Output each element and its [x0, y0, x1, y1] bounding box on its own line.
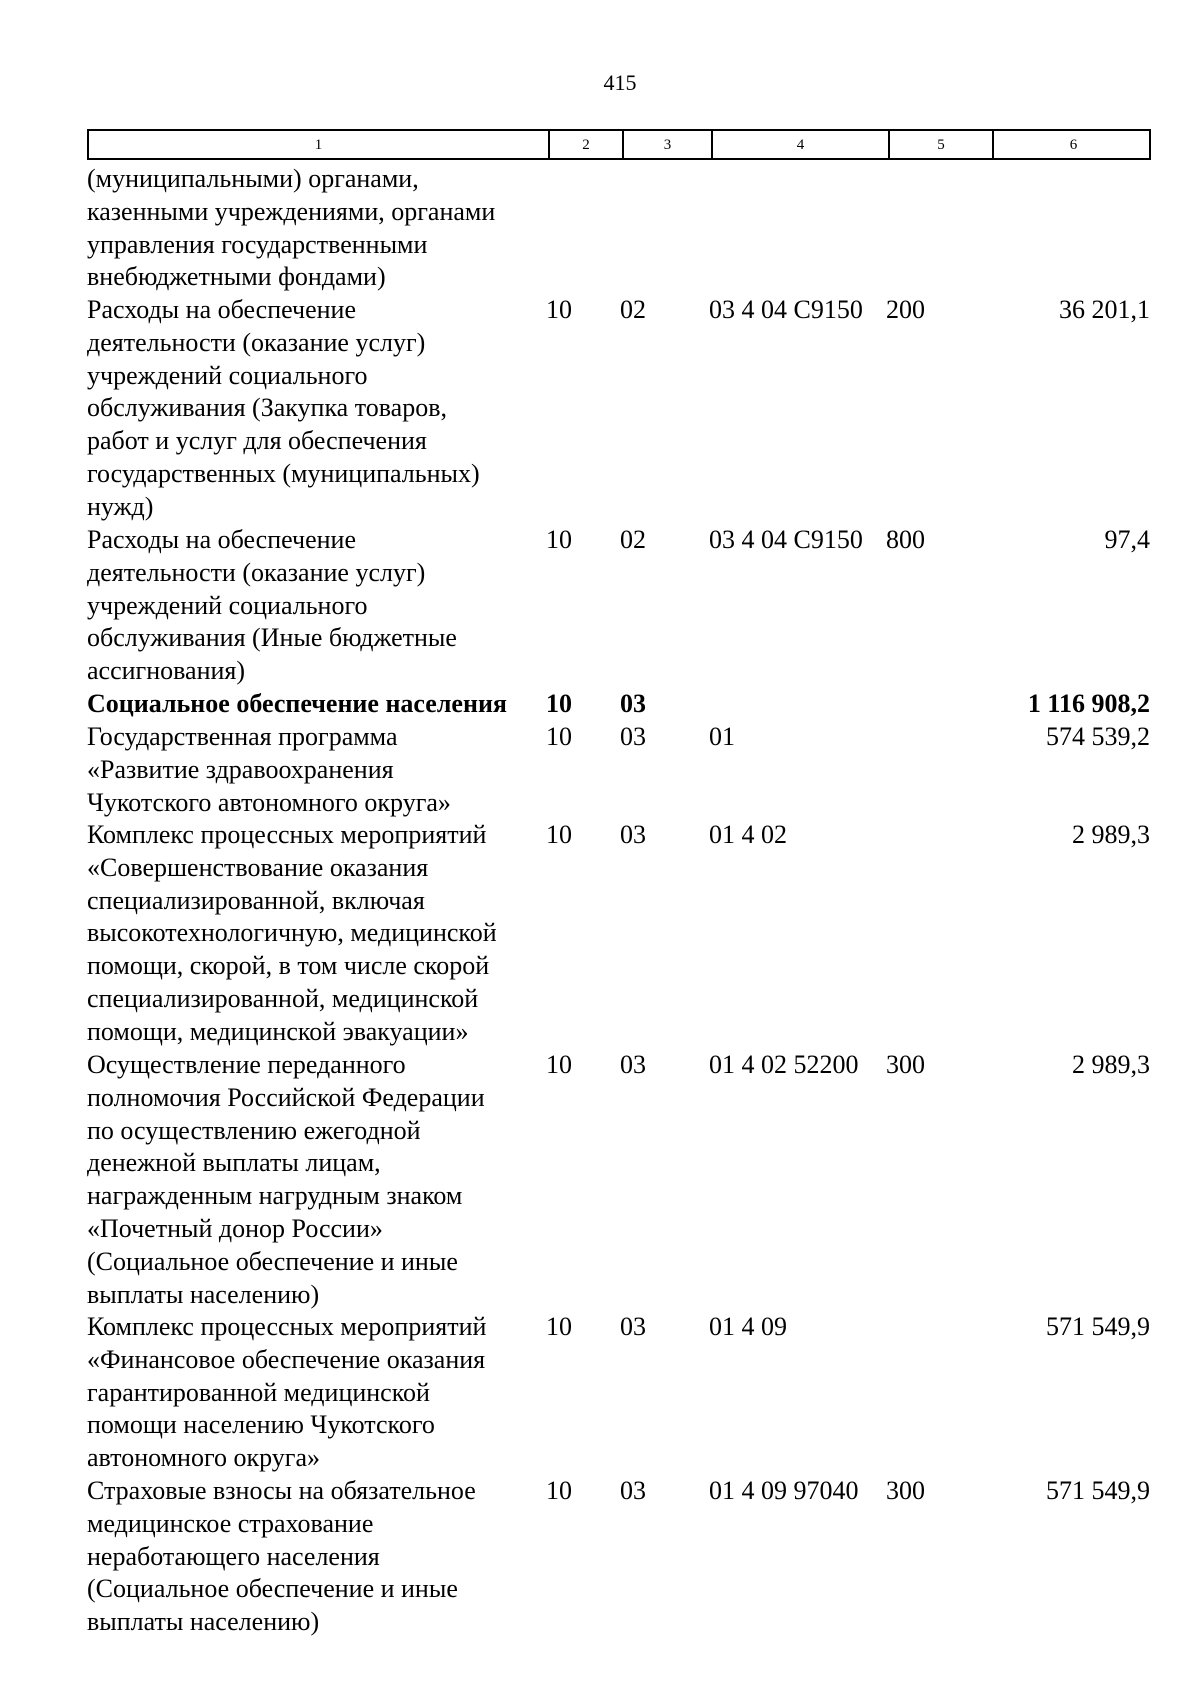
row-name: Комплекс процессных мероприятий «Финансовое обеспечение оказания гарантированной медицинской помощи населению Чукотского автономного округа» — [87, 1312, 487, 1473]
row-razdel: 10 — [546, 1050, 572, 1079]
row-podrazdel: 02 — [620, 295, 646, 324]
header-col-2: 2 — [548, 131, 622, 158]
row-target-code: 01 4 09 97040 — [709, 1476, 859, 1505]
row-target-code: 03 4 04 С9150 — [709, 295, 863, 324]
row-sum: 571 549,9 — [1046, 1312, 1150, 1341]
row-name: Государственная программа «Развитие здравоохранения Чукотского автономного округа» — [87, 722, 451, 817]
row-razdel: 10 — [546, 1312, 572, 1341]
row-name: Страховые взносы на обязательное медицинское страхование неработающего населения (Социальное обеспечение и иные выплаты населению) — [87, 1476, 476, 1637]
row-podrazdel: 03 — [620, 689, 646, 718]
row-name: Расходы на обеспечение деятельности (оказание услуг) учреждений социального обслуживания (Закупка товаров, работ и услуг для обеспечения государственных (муниципальных) нужд) — [87, 295, 480, 521]
header-col-3: 3 — [622, 131, 711, 158]
row-razdel: 10 — [546, 820, 572, 849]
row-podrazdel: 03 — [620, 1050, 646, 1079]
row-target-code: 01 4 02 — [709, 820, 787, 849]
row-name: Осуществление переданного полномочия Российской Федерации по осуществлению ежегодной денежной выплаты лицам, награжденным нагрудным знаком «Почетный донор России» (Социальное обеспечение и иные выплаты населению) — [87, 1050, 485, 1309]
row-sum: 36 201,1 — [1059, 295, 1150, 324]
row-target-code: 01 — [709, 722, 735, 751]
row-podrazdel: 03 — [620, 1476, 646, 1505]
header-col-4: 4 — [711, 131, 888, 158]
row-target-code: 01 4 09 — [709, 1312, 787, 1341]
row-expense-type: 300 — [886, 1050, 925, 1079]
row-target-code: 01 4 02 52200 — [709, 1050, 859, 1079]
row-sum: 1 116 908,2 — [1027, 689, 1150, 718]
row-podrazdel: 02 — [620, 525, 646, 554]
row-expense-type: 300 — [886, 1476, 925, 1505]
row-expense-type: 200 — [886, 295, 925, 324]
row-name: Комплекс процессных мероприятий «Совершенствование оказания специализированной, включая высокотехнологичную, медицинской помощи, скорой, в том числе скорой специализированной, медицинской помощи, медицинской эвакуации» — [87, 820, 497, 1046]
row-razdel: 10 — [546, 295, 572, 324]
header-col-6: 6 — [992, 131, 1153, 158]
row-podrazdel: 03 — [620, 820, 646, 849]
row-sum: 571 549,9 — [1046, 1476, 1150, 1505]
row-sum: 2 989,3 — [1072, 820, 1150, 849]
row-sum: 97,4 — [1104, 525, 1150, 554]
row-podrazdel: 03 — [620, 1312, 646, 1341]
row-name: Социальное обеспечение населения — [87, 689, 507, 718]
header-col-1: 1 — [314, 137, 323, 153]
row-name: (муниципальными) органами, казенными учреждениями, органами управления государственными внебюджетными фондами) — [87, 164, 496, 292]
row-name: Расходы на обеспечение деятельности (оказание услуг) учреждений социального обслуживания (Иные бюджетные ассигнования) — [87, 525, 457, 686]
row-razdel: 10 — [546, 1476, 572, 1505]
page-number: 415 — [603, 70, 637, 95]
row-podrazdel: 03 — [620, 722, 646, 751]
row-target-code: 03 4 04 С9150 — [709, 525, 863, 554]
row-sum: 2 989,3 — [1072, 1050, 1150, 1079]
row-razdel: 10 — [546, 525, 572, 554]
row-razdel: 10 — [546, 722, 572, 751]
header-col-5: 5 — [888, 131, 992, 158]
row-sum: 574 539,2 — [1046, 722, 1150, 751]
row-expense-type: 800 — [886, 525, 925, 554]
row-razdel: 10 — [546, 689, 572, 718]
